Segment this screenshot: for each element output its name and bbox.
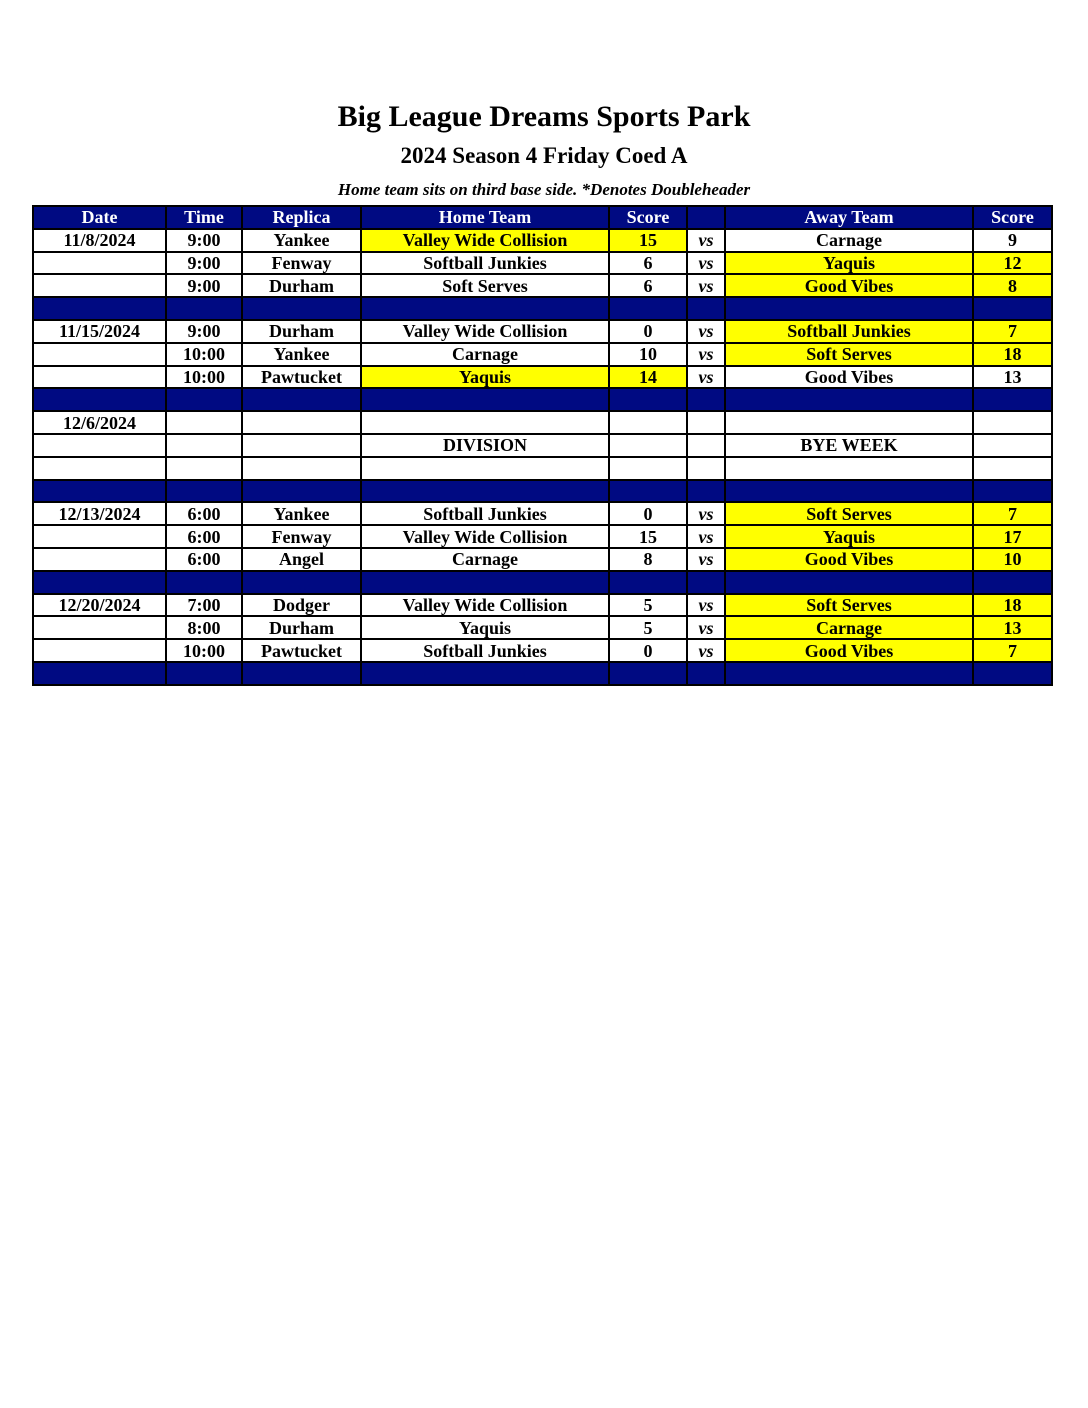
date-cell	[33, 457, 166, 480]
replica-cell: Yankee	[242, 343, 361, 366]
separator-cell	[166, 662, 242, 685]
date-cell	[33, 525, 166, 548]
replica-cell: Yankee	[242, 229, 361, 252]
separator-cell	[687, 480, 725, 503]
home-score-cell: 0	[609, 639, 687, 662]
home-team-cell	[361, 411, 609, 434]
col-header-home-score: Score	[609, 206, 687, 229]
separator-cell	[973, 480, 1052, 503]
replica-cell: Durham	[242, 274, 361, 297]
vs-cell: vs	[687, 548, 725, 571]
away-team-cell	[725, 457, 973, 480]
away-team-cell: Good Vibes	[725, 366, 973, 389]
separator-cell	[361, 297, 609, 320]
separator-cell	[725, 662, 973, 685]
home-team-cell: Valley Wide Collision	[361, 229, 609, 252]
vs-cell: vs	[687, 320, 725, 343]
replica-cell: Pawtucket	[242, 639, 361, 662]
separator-cell	[361, 480, 609, 503]
schedule-note: Home team sits on third base side. *Denotes Doubleheader	[337, 180, 751, 199]
replica-cell: Angel	[242, 548, 361, 571]
date-cell	[33, 274, 166, 297]
table-row	[33, 548, 1052, 571]
separator-cell	[33, 662, 166, 685]
home-score-cell: 10	[609, 343, 687, 366]
table-row	[33, 411, 1052, 434]
separator-cell	[687, 571, 725, 594]
home-score-cell	[609, 411, 687, 434]
separator-cell	[687, 388, 725, 411]
away-team-cell: Yaquis	[725, 252, 973, 275]
separator-cell	[166, 480, 242, 503]
time-cell: 9:00	[166, 252, 242, 275]
table-row	[33, 525, 1052, 548]
separator-cell	[973, 571, 1052, 594]
home-team-cell: Yaquis	[361, 366, 609, 389]
table-row	[33, 229, 1052, 252]
separator-cell	[242, 388, 361, 411]
separator-cell	[687, 662, 725, 685]
away-score-cell: 18	[973, 594, 1052, 617]
date-cell: 12/13/2024	[33, 502, 166, 525]
separator-cell	[725, 297, 973, 320]
home-team-cell: Softball Junkies	[361, 502, 609, 525]
separator-cell	[33, 388, 166, 411]
home-score-cell: 5	[609, 594, 687, 617]
col-header-away-score: Score	[973, 206, 1052, 229]
time-cell	[166, 434, 242, 457]
header-row	[33, 206, 1052, 229]
date-cell	[33, 616, 166, 639]
vs-cell: vs	[687, 366, 725, 389]
replica-cell: Fenway	[242, 252, 361, 275]
vs-cell	[687, 434, 725, 457]
time-cell: 6:00	[166, 525, 242, 548]
away-team-cell: Soft Serves	[725, 343, 973, 366]
schedule-body	[33, 229, 1052, 685]
time-cell: 10:00	[166, 343, 242, 366]
away-team-cell	[725, 411, 973, 434]
separator-cell	[973, 388, 1052, 411]
home-score-cell: 15	[609, 525, 687, 548]
time-cell: 9:00	[166, 229, 242, 252]
separator-cell	[725, 480, 973, 503]
replica-cell: Durham	[242, 616, 361, 639]
date-cell	[33, 548, 166, 571]
time-cell: 6:00	[166, 548, 242, 571]
time-cell: 6:00	[166, 502, 242, 525]
separator-cell	[687, 297, 725, 320]
away-score-cell: 7	[973, 639, 1052, 662]
home-score-cell: 0	[609, 320, 687, 343]
away-team-cell: Soft Serves	[725, 502, 973, 525]
separator-cell	[33, 480, 166, 503]
home-team-cell: Valley Wide Collision	[361, 320, 609, 343]
date-cell: 11/8/2024	[33, 229, 166, 252]
date-cell: 12/6/2024	[33, 411, 166, 434]
page-subtitle: 2024 Season 4 Friday Coed A	[400, 143, 688, 168]
vs-cell: vs	[687, 616, 725, 639]
time-cell: 10:00	[166, 639, 242, 662]
table-row	[33, 320, 1052, 343]
vs-cell	[687, 457, 725, 480]
date-cell: 11/15/2024	[33, 320, 166, 343]
vs-cell: vs	[687, 639, 725, 662]
vs-cell: vs	[687, 274, 725, 297]
away-score-cell	[973, 434, 1052, 457]
home-score-cell: 6	[609, 274, 687, 297]
separator-row	[33, 662, 1052, 685]
away-score-cell: 12	[973, 252, 1052, 275]
vs-cell: vs	[687, 502, 725, 525]
away-team-cell: BYE WEEK	[725, 434, 973, 457]
vs-cell: vs	[687, 525, 725, 548]
separator-cell	[361, 388, 609, 411]
home-team-cell: DIVISION	[361, 434, 609, 457]
away-score-cell: 13	[973, 616, 1052, 639]
date-cell	[33, 434, 166, 457]
separator-cell	[725, 571, 973, 594]
home-team-cell: Softball Junkies	[361, 639, 609, 662]
separator-cell	[361, 662, 609, 685]
separator-cell	[242, 662, 361, 685]
table-row	[33, 434, 1052, 457]
table-row	[33, 366, 1052, 389]
home-team-cell: Valley Wide Collision	[361, 525, 609, 548]
vs-cell: vs	[687, 343, 725, 366]
table-row	[33, 639, 1052, 662]
home-team-cell: Carnage	[361, 548, 609, 571]
separator-row	[33, 571, 1052, 594]
home-team-cell: Yaquis	[361, 616, 609, 639]
date-cell	[33, 639, 166, 662]
away-team-cell: Softball Junkies	[725, 320, 973, 343]
replica-cell: Pawtucket	[242, 366, 361, 389]
time-cell: 8:00	[166, 616, 242, 639]
vs-cell: vs	[687, 594, 725, 617]
separator-cell	[166, 388, 242, 411]
vs-cell: vs	[687, 229, 725, 252]
separator-cell	[973, 662, 1052, 685]
separator-cell	[242, 571, 361, 594]
replica-cell	[242, 434, 361, 457]
separator-row	[33, 388, 1052, 411]
away-score-cell: 9	[973, 229, 1052, 252]
separator-cell	[33, 297, 166, 320]
time-cell: 10:00	[166, 366, 242, 389]
away-team-cell: Soft Serves	[725, 594, 973, 617]
separator-cell	[242, 480, 361, 503]
replica-cell: Dodger	[242, 594, 361, 617]
replica-cell: Durham	[242, 320, 361, 343]
away-team-cell: Good Vibes	[725, 639, 973, 662]
date-cell: 12/20/2024	[33, 594, 166, 617]
home-score-cell: 6	[609, 252, 687, 275]
time-cell: 7:00	[166, 594, 242, 617]
away-score-cell	[973, 411, 1052, 434]
home-score-cell: 0	[609, 502, 687, 525]
home-team-cell	[361, 457, 609, 480]
home-score-cell	[609, 434, 687, 457]
home-team-cell: Softball Junkies	[361, 252, 609, 275]
col-header-home-team: Home Team	[361, 206, 609, 229]
separator-cell	[361, 571, 609, 594]
home-team-cell: Carnage	[361, 343, 609, 366]
home-score-cell: 8	[609, 548, 687, 571]
separator-cell	[609, 662, 687, 685]
away-score-cell	[973, 457, 1052, 480]
home-score-cell: 5	[609, 616, 687, 639]
replica-cell	[242, 411, 361, 434]
away-score-cell: 13	[973, 366, 1052, 389]
date-cell	[33, 366, 166, 389]
date-cell	[33, 343, 166, 366]
vs-cell	[687, 411, 725, 434]
col-header-vs	[687, 206, 725, 229]
away-team-cell: Good Vibes	[725, 548, 973, 571]
away-score-cell: 8	[973, 274, 1052, 297]
table-row	[33, 502, 1052, 525]
separator-cell	[609, 480, 687, 503]
away-team-cell: Carnage	[725, 229, 973, 252]
separator-cell	[609, 388, 687, 411]
replica-cell: Fenway	[242, 525, 361, 548]
table-row	[33, 274, 1052, 297]
away-team-cell: Good Vibes	[725, 274, 973, 297]
col-header-time: Time	[166, 206, 242, 229]
col-header-replica: Replica	[242, 206, 361, 229]
separator-cell	[725, 388, 973, 411]
away-score-cell: 17	[973, 525, 1052, 548]
time-cell	[166, 411, 242, 434]
time-cell: 9:00	[166, 320, 242, 343]
separator-cell	[609, 571, 687, 594]
separator-cell	[609, 297, 687, 320]
away-score-cell: 18	[973, 343, 1052, 366]
away-team-cell: Yaquis	[725, 525, 973, 548]
home-team-cell: Valley Wide Collision	[361, 594, 609, 617]
home-score-cell: 15	[609, 229, 687, 252]
home-score-cell: 14	[609, 366, 687, 389]
separator-row	[33, 480, 1052, 503]
table-row	[33, 252, 1052, 275]
col-header-away-team: Away Team	[725, 206, 973, 229]
vs-cell: vs	[687, 252, 725, 275]
table-row	[33, 594, 1052, 617]
away-score-cell: 10	[973, 548, 1052, 571]
home-score-cell	[609, 457, 687, 480]
replica-cell: Yankee	[242, 502, 361, 525]
col-header-date: Date	[33, 206, 166, 229]
page-title: Big League Dreams Sports Park	[337, 100, 751, 133]
away-score-cell: 7	[973, 502, 1052, 525]
date-cell	[33, 252, 166, 275]
table-row	[33, 343, 1052, 366]
schedule-table	[32, 205, 1053, 686]
separator-row	[33, 297, 1052, 320]
table-row	[33, 616, 1052, 639]
separator-cell	[166, 297, 242, 320]
separator-cell	[973, 297, 1052, 320]
time-cell	[166, 457, 242, 480]
replica-cell	[242, 457, 361, 480]
table-row	[33, 457, 1052, 480]
away-team-cell: Carnage	[725, 616, 973, 639]
home-team-cell: Soft Serves	[361, 274, 609, 297]
separator-cell	[33, 571, 166, 594]
time-cell: 9:00	[166, 274, 242, 297]
separator-cell	[242, 297, 361, 320]
away-score-cell: 7	[973, 320, 1052, 343]
separator-cell	[166, 571, 242, 594]
